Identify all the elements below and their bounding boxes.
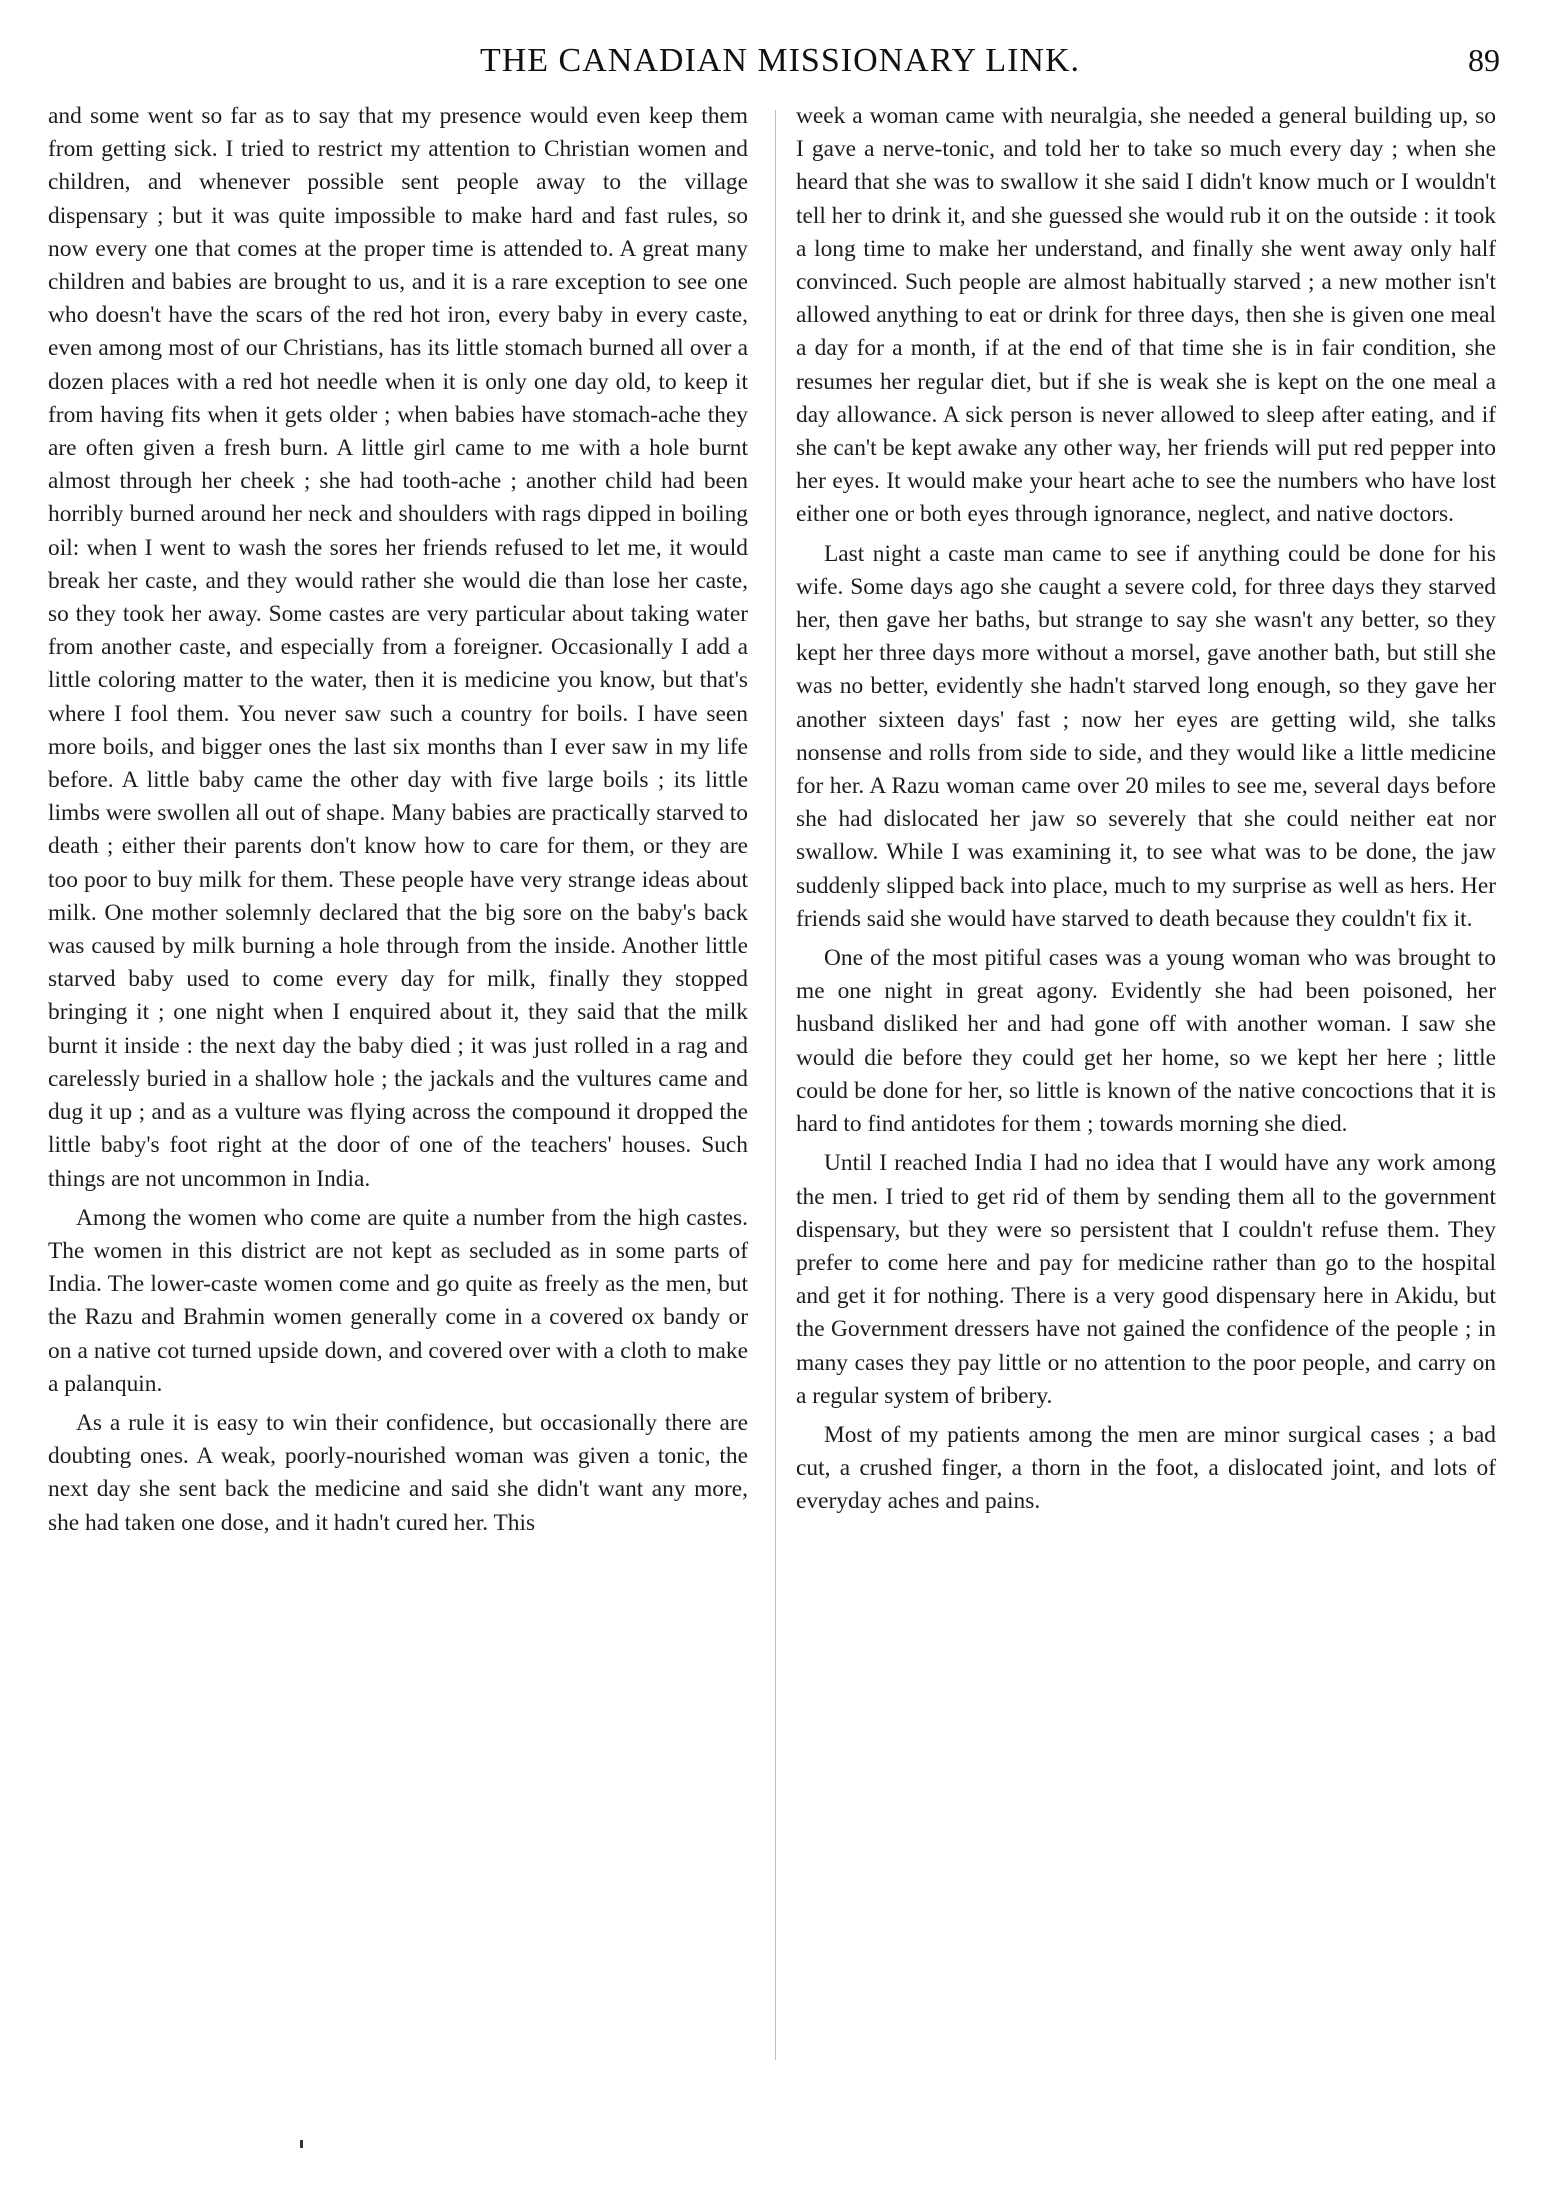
paragraph: Until I reached India I had no idea that I would have any work among the men. I tried to get rid of them by sending them all to the government dispensary, but they were so persistent that I couldn't refuse them. They prefer to come here and pay for medicine rather than go to the hospital and get it for nothing. There is a very good dispensary here in Akidu, but the Government dressers have not gained the confidence of the people ; in many cases they pay little or no attention to the poor people, and carry on a regular system of bribery. <box>796 1150 1496 1409</box>
paragraph: Most of my patients among the men are minor surgical cases ; a bad cut, a crushed finger, a thorn in the foot, a dislocated joint, and lots of everyday aches and pains. <box>796 1421 1496 1515</box>
left-column <box>48 100 748 1546</box>
paragraph: week a woman came with neuralgia, she needed a general building up, so I gave a nerve-tonic, and told her to take so much every day ; when she heard that she was to swallow it she said I didn't know much or I wouldn't tell her to drink it, and she guessed she would rub it on the outside : it took a long time to make her understand, and finally she went away only half convinced. Such people are almost habitually starved ; a new mother isn't allowed anything to eat or drink for three days, then she is given one meal a day for a month, if at the end of that time she is in fair condition, she resumes her regular diet, but if she is weak she is kept on the one meal a day allowance. A sick person is never allowed to sleep after eating, and if she can't be kept awake any other way, her friends will put red pepper into her eyes. It would make your heart ache to see the numbers who have lost either one or both eyes through ignorance, neglect, and native doctors. <box>796 103 1496 528</box>
journal-title: THE CANADIAN MISSIONARY LINK. <box>479 42 1081 79</box>
page-number: 89 <box>1468 42 1500 78</box>
paragraph: and some went so far as to say that my presence would even keep them from getting sick. I tried to restrict my attention to Christian women and children, and whenever possible sent people away to the village dispensary ; but it was quite impossible to make hard and fast rules, so now every one that comes at the proper time is attended to. A great many children and babies are brought to us, and it is a rare exception to see one who doesn't have the scars of the red hot iron, every baby in every caste, even among most of our Christians, has its little stomach burned all over a dozen places with a red hot needle when it is only one day old, to keep it from having fits when it gets older ; when babies have stomach-ache they are often given a fresh burn. A little girl came to me with a hole burnt almost through her cheek ; she had tooth-ache ; another child had been horribly burned around her neck and shoulders with rags dipped in boiling oil: when I went to wash the sores her friends refused to let me, it would break her caste, and they would rather she would die than lose her caste, so they took her away. Some castes are very particular about taking water from another caste, and especially from a foreigner. Occasionally I add a little coloring matter to the water, then it is medicine you know, but that's where I fool them. You never saw such a country for boils. I have seen more boils, and bigger ones the last six months than I ever saw in my life before. A little baby came the other day with five large boils ; its little limbs were swollen all out of shape. Many babies are practically starved to death ; either their parents don't know how to care for them, or they are too poor to buy milk for them. These people have very strange ideas about milk. One mother solemnly declared that the big sore on the baby's back was caused by milk burning a hole through from the inside. Another little starved baby used to come every day for milk, finally they stopped bringing it ; one night when I enquired about it, they said that the milk burnt it inside : the next day the baby died ; it was just rolled in a rag and carelessly buried in a shallow hole ; the jackals and the vultures came and dug it up ; and as a vulture was flying across the compound it dropped the little baby's foot right at the door of one of the teachers' houses. Such things are not uncommon in India. <box>48 103 748 1192</box>
paragraph: Among the women who come are quite a number from the high castes. The women in this district are not kept as secluded as in some parts of India. The lower-caste women come and go quite as freely as the men, but the Razu and Brahmin women generally come in a covered ox bandy or on a native cot turned upside down, and covered over with a cloth to make a palanquin. <box>48 1204 748 1397</box>
paragraph: As a rule it is easy to win their confidence, but occasionally there are doubting ones. A weak, poorly-nourished woman was given a tonic, the next day she sent back the medicine and said she didn't want any more, she had taken one dose, and it hadn't cured her. This <box>48 1409 748 1536</box>
page-header <box>60 42 1500 92</box>
paragraph: One of the most pitiful cases was a young woman who was brought to me one night in great agony. Evidently she had been poisoned, her husband disliked her and had gone off with another woman. I saw she would die before they could get her home, so we kept her here ; little could be done for her, so little is known of the native concoctions that it is hard to find antidotes for them ; towards morning she died. <box>796 945 1496 1138</box>
right-column <box>796 100 1496 1525</box>
print-speck <box>300 2140 303 2148</box>
column-divider <box>775 110 776 2060</box>
paragraph: Last night a caste man came to see if anything could be done for his wife. Some days ago she caught a severe cold, for three days they starved her, then gave her baths, but strange to say she wasn't any better, so they kept her three days more without a morsel, gave another bath, but still she was no better, evidently she hadn't starved long enough, so they gave her another sixteen days' fast ; now her eyes are getting wild, she talks nonsense and rolls from side to side, and they would like a little medicine for her. A Razu woman came over 20 miles to see me, several days before she had dislocated her jaw so severely that she could neither eat nor swallow. While I was examining it, to see what was to be done, the jaw suddenly slipped back into place, much to my surprise as well as hers. Her friends said she would have starved to death because they couldn't fix it. <box>796 540 1496 932</box>
